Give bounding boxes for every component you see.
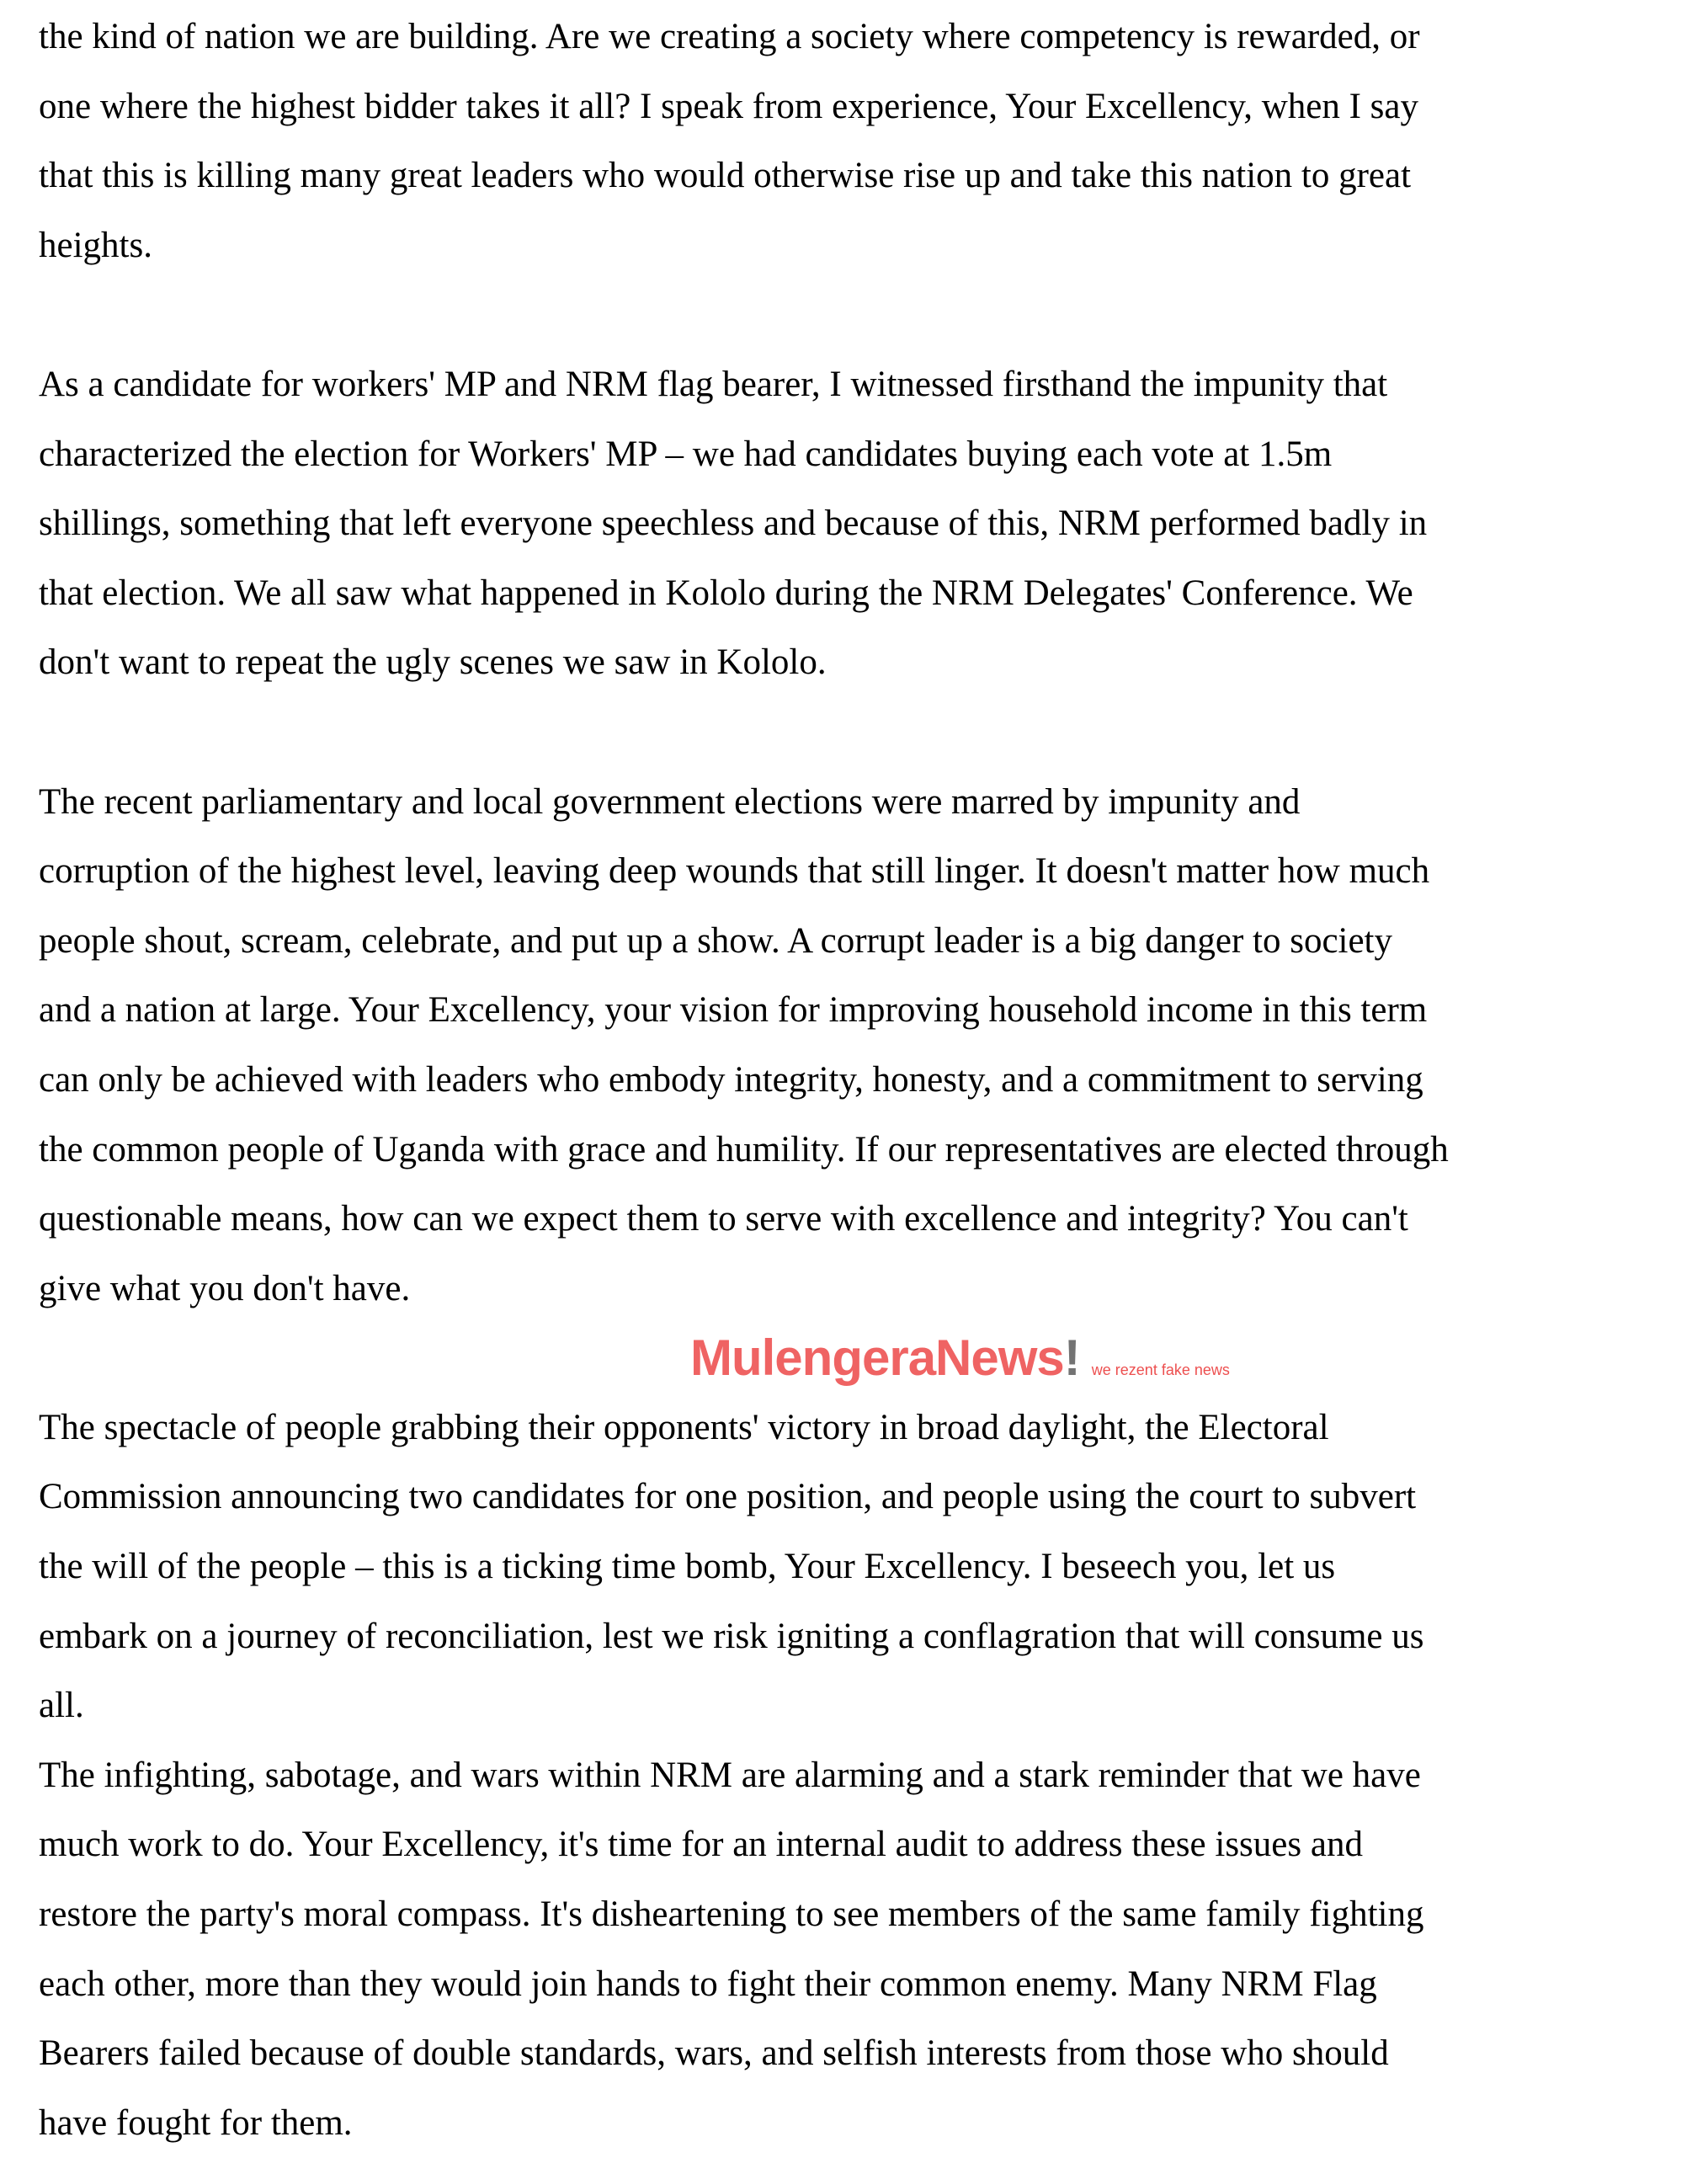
watermark-bang: ! — [1063, 1329, 1080, 1387]
text-line: give what you don't have. — [39, 1268, 411, 1308]
text-line: The spectacle of people grabbing their opponents' victory in broad daylight, the Electoral — [39, 1407, 1329, 1447]
paragraph — [39, 768, 1708, 1324]
text-line: each other, more than they would join hands to fight their common enemy. Many NRM Flag — [39, 1964, 1377, 2004]
watermark-text — [690, 1329, 1080, 1386]
paragraph — [39, 1393, 1708, 1741]
text-line: the will of the people – this is a ticking time bomb, Your Excellency. I beseech you, let us — [39, 1547, 1336, 1587]
text-line: have fought for them. — [39, 2102, 353, 2143]
text-line: The recent parliamentary and local government elections were marred by impunity and — [39, 781, 1301, 822]
paragraph — [39, 350, 1708, 698]
text-line: people shout, scream, celebrate, and put up a show. A corrupt leader is a big danger to society — [39, 920, 1393, 961]
document-page — [39, 3, 1708, 2158]
text-line: corruption of the highest level, leaving deep wounds that still linger. It doesn't matter how much — [39, 851, 1430, 892]
watermark-logo — [690, 1324, 1230, 1393]
text-line: The infighting, sabotage, and wars within NRM are alarming and a stark reminder that we have — [39, 1755, 1421, 1795]
text-line: heights. — [39, 225, 152, 265]
text-line: the common people of Uganda with grace and humility. If our representatives are elected through — [39, 1129, 1449, 1170]
text-line: can only be achieved with leaders who embody integrity, honesty, and a commitment to serving — [39, 1059, 1423, 1100]
text-line: that this is killing many great leaders who would otherwise rise up and take this nation to great — [39, 156, 1412, 196]
text-line: and a nation at large. Your Excellency, your vision for improving household income in this term — [39, 990, 1428, 1031]
watermark-main: MulengeraNews — [690, 1329, 1064, 1387]
paragraph — [39, 1741, 1708, 2158]
text-line: that election. We all saw what happened in Kololo during the NRM Delegates' Conference. We — [39, 573, 1413, 613]
text-line: much work to do. Your Excellency, it's time for an internal audit to address these issues and — [39, 1825, 1363, 1865]
text-line: questionable means, how can we expect them to serve with excellence and integrity? You can't — [39, 1199, 1408, 1239]
watermark-tagline: we rezent fake news — [1091, 1361, 1230, 1379]
paragraph-gap — [39, 698, 1708, 768]
text-line: one where the highest bidder takes it all? I speak from experience, Your Excellency, when I say — [39, 86, 1418, 126]
text-line: Bearers failed because of double standards, wars, and selfish interests from those who should — [39, 2033, 1389, 2074]
text-line: all. — [39, 1686, 84, 1726]
text-line: restore the party's moral compass. It's disheartening to see members of the same family fighting — [39, 1894, 1424, 1935]
text-line: shillings, something that left everyone speechless and because of this, NRM performed badly in — [39, 504, 1428, 544]
paragraph — [39, 3, 1708, 280]
text-line: don't want to repeat the ugly scenes we saw in Kololo. — [39, 642, 827, 683]
text-line: the kind of nation we are building. Are we creating a society where competency is rewarded, or — [39, 17, 1420, 56]
text-line: As a candidate for workers' MP and NRM flag bearer, I witnessed firsthand the impunity that — [39, 364, 1388, 404]
text-line: Commission announcing two candidates for one position, and people using the court to subvert — [39, 1477, 1417, 1517]
text-line: embark on a journey of reconciliation, lest we risk igniting a conflagration that will consume us — [39, 1616, 1424, 1656]
paragraph-gap — [39, 1324, 1708, 1393]
text-line: characterized the election for Workers' MP – we had candidates buying each vote at 1.5m — [39, 434, 1333, 474]
paragraph-gap — [39, 280, 1708, 350]
